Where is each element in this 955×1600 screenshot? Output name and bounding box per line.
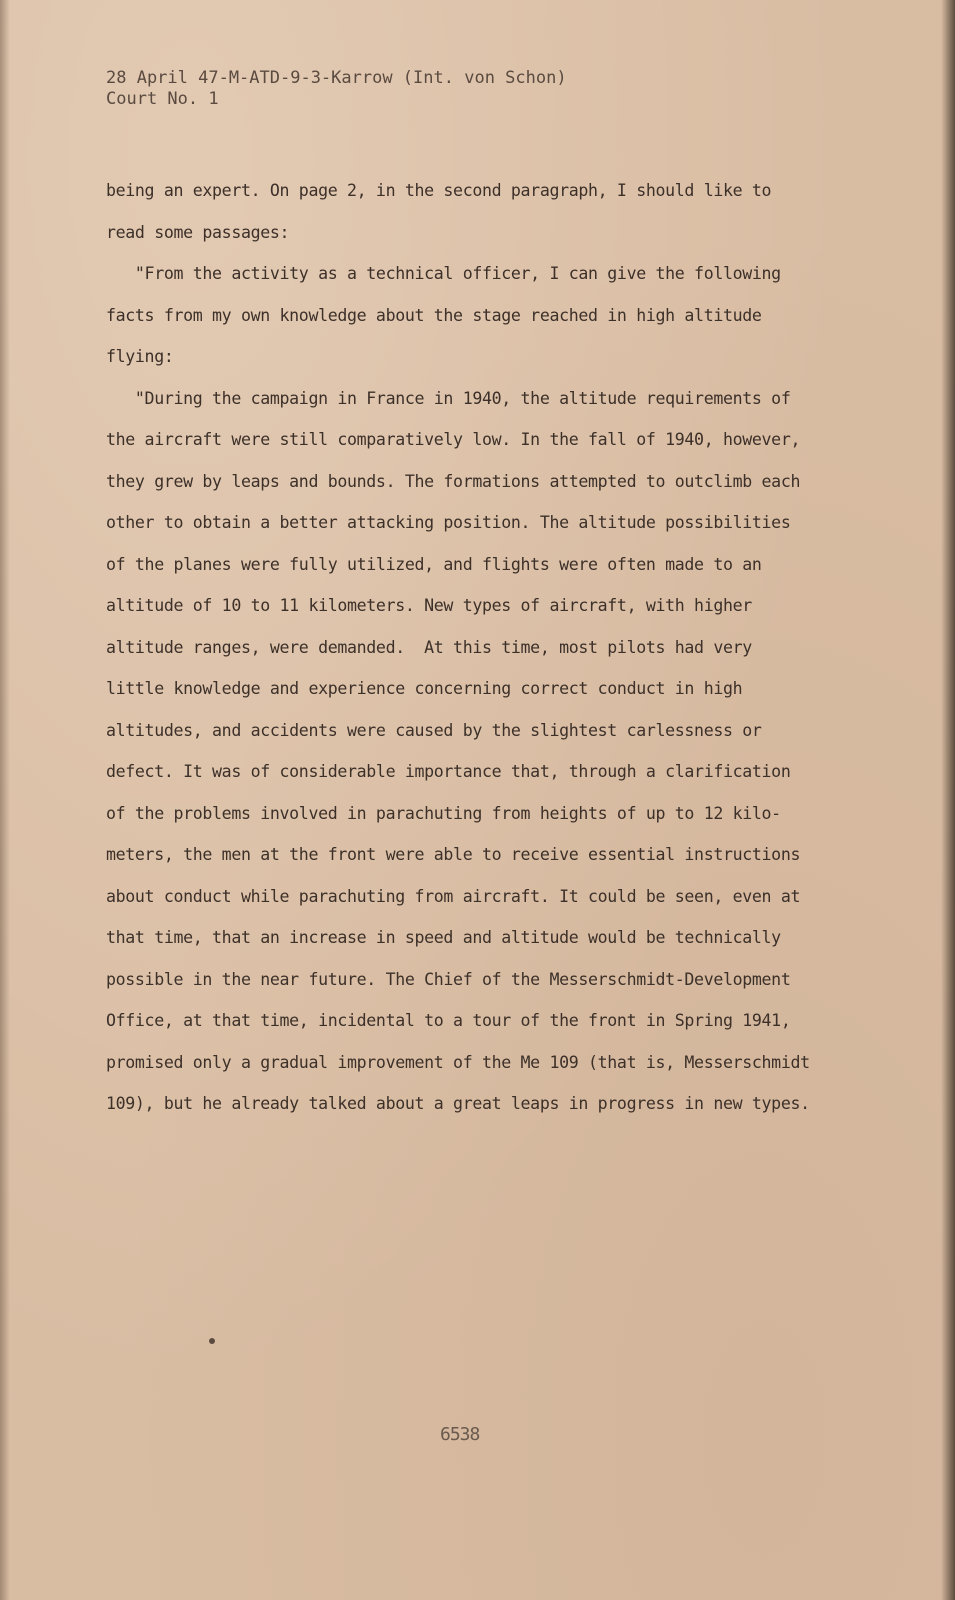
body-line: flying: xyxy=(106,347,174,366)
body-line: "During the campaign in France in 1940, the altitude requirements of xyxy=(106,388,791,408)
body-line: the aircraft were still comparatively low. In the fall of 1940, however, xyxy=(106,430,801,449)
body-line: 109), but he already talked about a great leaps in progress in new types. xyxy=(106,1094,810,1113)
body-line: Office, at that time, incidental to a tour of the front in Spring 1941, xyxy=(106,1011,791,1030)
body-line: possible in the near future. The Chief of the Messerschmidt-Development xyxy=(106,969,791,989)
ink-speck xyxy=(209,1338,215,1344)
body-line: altitude of 10 to 11 kilometers. New types of aircraft, with higher xyxy=(106,596,752,615)
body-line: they grew by leaps and bounds. The formations attempted to outclimb each xyxy=(106,471,801,491)
document-body xyxy=(106,170,906,1125)
body-line: altitudes, and accidents were caused by the slightest carlessness or xyxy=(106,720,762,740)
body-line: meters, the men at the front were able to receive essential instructions xyxy=(106,845,801,864)
document-header xyxy=(106,68,567,110)
body-line: of the planes were fully utilized, and flights were often made to an xyxy=(106,554,762,574)
body-line: defect. It was of considerable importance that, through a clarification xyxy=(106,762,791,781)
header-court-line: Court No. 1 xyxy=(106,89,219,109)
body-line: read some passages: xyxy=(106,222,290,242)
header-reference-line: 28 April 47-M-ATD-9-3-Karrow (Int. von Schon) xyxy=(106,68,567,88)
body-line: that time, that an increase in speed and altitude would be technically xyxy=(106,928,781,947)
body-line: being an expert. On page 2, in the second paragraph, I should like to xyxy=(106,181,772,200)
body-line: about conduct while parachuting from aircraft. It could be seen, even at xyxy=(106,886,801,906)
body-line: facts from my own knowledge about the stage reached in high altitude xyxy=(106,305,762,325)
body-line: other to obtain a better attacking position. The altitude possibilities xyxy=(106,513,791,532)
body-line: of the problems involved in parachuting from heights of up to 12 kilo- xyxy=(106,803,781,823)
body-line: little knowledge and experience concerning correct conduct in high xyxy=(106,679,743,698)
body-line: "From the activity as a technical officer, I can give the following xyxy=(106,264,781,283)
page-number: 6538 xyxy=(440,1424,480,1445)
body-line: altitude ranges, were demanded. At this time, most pilots had very xyxy=(106,637,752,657)
body-line: promised only a gradual improvement of the Me 109 (that is, Messerschmidt xyxy=(106,1052,810,1072)
